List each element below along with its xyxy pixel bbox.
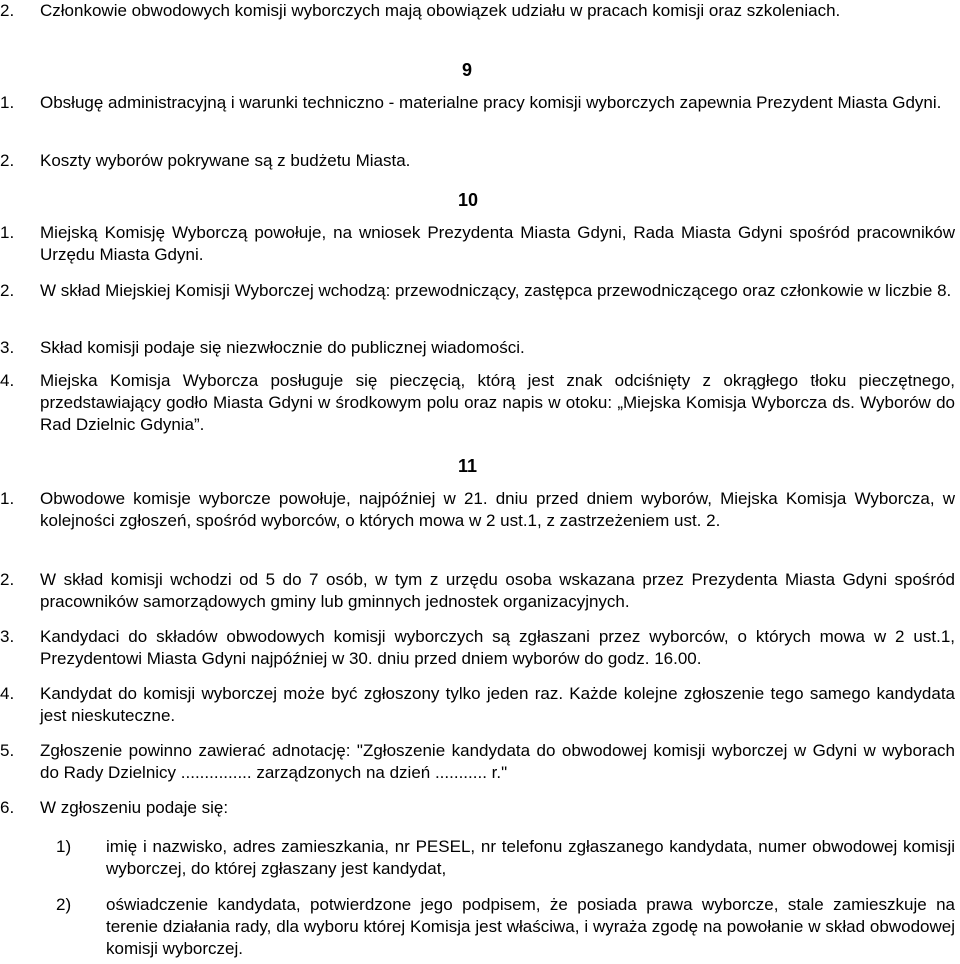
sub-item-number: 2) — [56, 895, 72, 914]
sub-item-number: 1) — [56, 837, 72, 856]
item-text: Skład komisji podaje się niezwłocznie do publicznej wiadomości. — [40, 338, 525, 357]
section-heading: 11 — [458, 456, 478, 476]
list-item — [0, 626, 955, 670]
item-number: 1. — [0, 93, 15, 112]
list-item — [0, 337, 955, 359]
list-item — [0, 683, 955, 727]
list-item — [0, 370, 955, 436]
item-number: 3. — [0, 627, 15, 646]
item-text: Obsługę administracyjną i warunki techniczno - materialne pracy komisji wyborczych zapewnia Prezydent Miasta Gdyni. — [40, 93, 942, 112]
sub-item-text: imię i nazwisko, adres zamieszkania, nr PESEL, nr telefonu zgłaszanego kandydata, numer obwodowej komisji wyborczej, do której zgłaszany jest kandydat, — [106, 837, 955, 878]
item-text: Członkowie obwodowych komisji wyborczych mają obowiązek udziału w pracach komisji oraz szkoleniach. — [40, 1, 841, 20]
item-number: 5. — [0, 741, 15, 760]
list-item — [0, 797, 955, 819]
item-number: 4. — [0, 684, 15, 703]
item-number: 2. — [0, 281, 15, 300]
list-item — [0, 0, 955, 22]
item-text: W zgłoszeniu podaje się: — [40, 798, 229, 817]
item-text: Miejska Komisja Wyborcza posługuje się pieczęcią, którą jest znak odciśnięty z okrągłego tłoku pieczętnego, przedstawiający godło Miasta Gdyni w środkowym polu oraz napis w otoku: „Miejska Komisja Wyborcza ds. Wyborów do Rad Dzielnic Gdynia”. — [40, 371, 955, 434]
item-text: W skład Miejskiej Komisji Wyborczej wchodzą: przewodniczący, zastępca przewodniczącego oraz członkowie w liczbie 8. — [40, 281, 952, 300]
list-item — [0, 569, 955, 613]
sub-list-item — [0, 836, 955, 880]
item-number: 1. — [0, 223, 15, 242]
list-item — [0, 92, 955, 114]
list-item — [0, 280, 955, 302]
item-text: Obwodowe komisje wyborcze powołuje, najpóźniej w 21. dniu przed dniem wyborów, Miejska Komisja Wyborcza, w kolejności zgłoszeń, spośród wyborców, o których mowa w 2 ust.1, z zastrzeżeniem ust. 2. — [40, 489, 955, 530]
item-text: Kandydaci do składów obwodowych komisji wyborczych są zgłaszani przez wyborców, o których mowa w 2 ust.1, Prezydentowi Miasta Gdyni najpóźniej w 30. dniu przed dniem wyborów do godz. 16.00. — [40, 627, 955, 668]
item-number: 4. — [0, 371, 15, 390]
item-number: 2. — [0, 570, 15, 589]
item-text: Zgłoszenie powinno zawierać adnotację: "Zgłoszenie kandydata do obwodowej komisji wyborczej w Gdyni w wyborach do Rady Dzielnicy ............... zarządzonych na dzień ........... r." — [40, 741, 955, 782]
sub-list-item — [0, 894, 955, 960]
item-text: Koszty wyborów pokrywane są z budżetu Miasta. — [40, 151, 411, 170]
item-text: Kandydat do komisji wyborczej może być zgłoszony tylko jeden raz. Każde kolejne zgłoszenie tego samego kandydata jest nieskuteczne. — [40, 684, 955, 725]
item-number: 1. — [0, 489, 15, 508]
list-item — [0, 740, 955, 784]
section-heading: 9 — [462, 60, 473, 80]
sub-item-text: oświadczenie kandydata, potwierdzone jego podpisem, że posiada prawa wyborcze, stale zamieszkuje na terenie działania rady, dla wyboru której Komisja jest właściwa, i wyraża zgodę na powołanie w skład obwodowej komisji wyborczej. — [106, 895, 955, 958]
list-item — [0, 222, 955, 266]
list-item — [0, 150, 955, 172]
section-heading: 10 — [458, 190, 479, 210]
item-number: 2. — [0, 151, 15, 170]
item-number: 2. — [0, 1, 15, 20]
item-number: 6. — [0, 798, 15, 817]
list-item — [0, 488, 955, 532]
item-text: W skład komisji wchodzi od 5 do 7 osób, w tym z urzędu osoba wskazana przez Prezydenta Miasta Gdyni spośród pracowników samorządowych gminy lub gminnych jednostek organizacyjnych. — [40, 570, 955, 611]
item-number: 3. — [0, 338, 15, 357]
item-text: Miejską Komisję Wyborczą powołuje, na wniosek Prezydenta Miasta Gdyni, Rada Miasta Gdyni spośród pracowników Urzędu Miasta Gdyni. — [40, 223, 955, 264]
